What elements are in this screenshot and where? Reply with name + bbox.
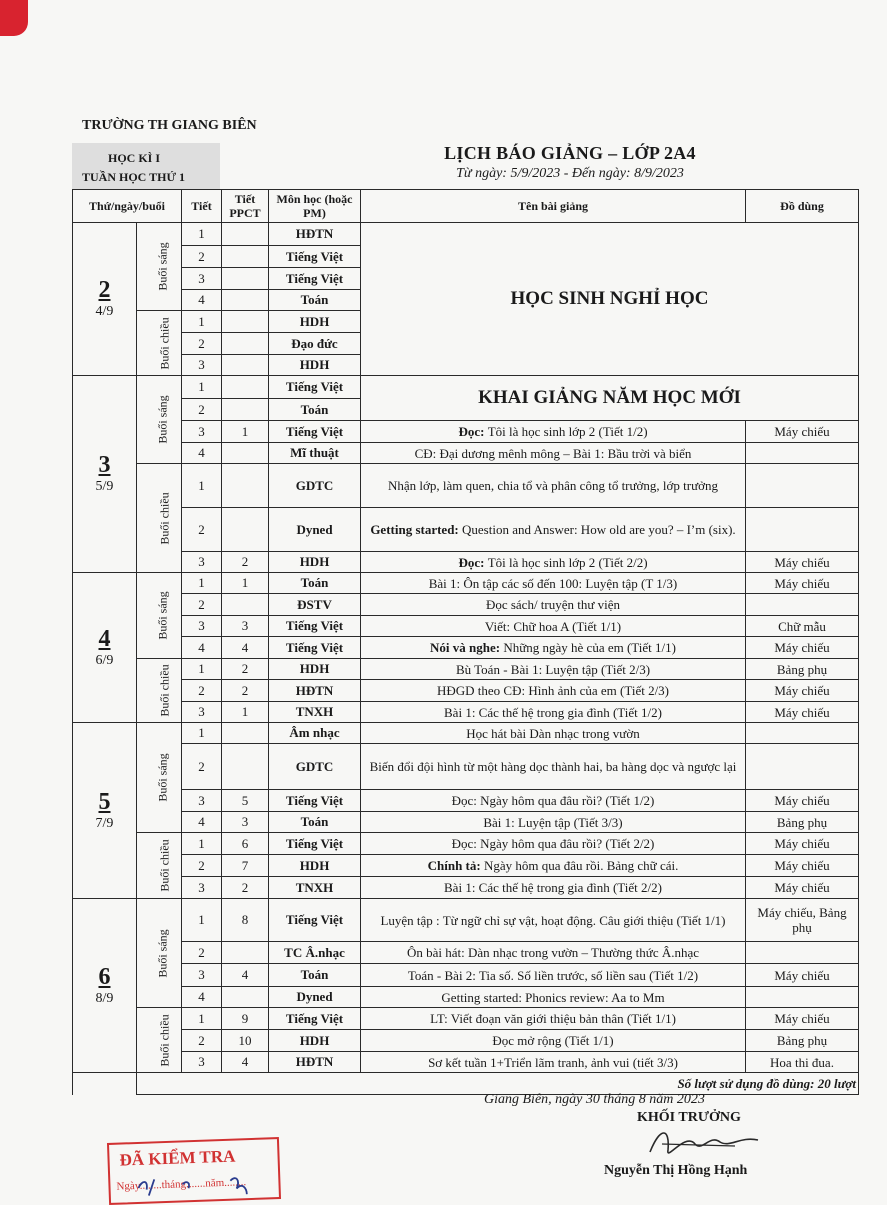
period-cell: 2 bbox=[182, 680, 222, 702]
lesson-cell bbox=[361, 812, 746, 833]
term-box bbox=[72, 143, 220, 189]
subject-cell: Dyned bbox=[269, 508, 361, 552]
lesson-cell bbox=[361, 680, 746, 702]
ppct-cell: 8 bbox=[222, 899, 269, 942]
session-label: Buổi chiều bbox=[157, 316, 172, 370]
lesson-cell bbox=[361, 616, 746, 637]
equipment-cell bbox=[746, 594, 859, 616]
equipment-cell bbox=[746, 987, 859, 1008]
period-cell: 2 bbox=[182, 246, 222, 268]
ppct-cell bbox=[222, 290, 269, 311]
stamp-title: ĐÃ KIỂM TRA bbox=[119, 1146, 236, 1170]
lesson-prefix: Đọc: bbox=[458, 554, 488, 570]
ppct-cell bbox=[222, 246, 269, 268]
header-day: Thứ/ngày/buổi bbox=[73, 190, 182, 223]
table-row bbox=[73, 942, 859, 964]
lesson-name: LT: Viết đoạn văn giới thiệu bản thân (Tiết 1/1) bbox=[430, 1011, 676, 1026]
equipment-cell: Máy chiếu bbox=[746, 790, 859, 812]
session-afternoon bbox=[137, 1008, 182, 1073]
equipment-cell: Bảng phụ bbox=[746, 1030, 859, 1052]
day-date: 6/9 bbox=[95, 652, 114, 668]
table-row bbox=[73, 744, 859, 790]
subject-cell: Tiếng Việt bbox=[269, 790, 361, 812]
period-cell: 4 bbox=[182, 443, 222, 464]
equipment-cell: Máy chiếu, Bảng phụ bbox=[746, 899, 859, 942]
lesson-name: Những ngày hè của em (Tiết 1/1) bbox=[503, 640, 676, 655]
table-row bbox=[73, 1008, 859, 1030]
day-number: 5 bbox=[98, 788, 111, 815]
equipment-cell: Máy chiếu bbox=[746, 680, 859, 702]
ppct-cell: 6 bbox=[222, 833, 269, 855]
lesson-cell bbox=[361, 1030, 746, 1052]
table-row bbox=[73, 573, 859, 594]
equipment-cell: Chữ mẫu bbox=[746, 616, 859, 637]
ppct-cell: 1 bbox=[222, 573, 269, 594]
session-label: Buổi chiều bbox=[157, 491, 172, 545]
ppct-cell bbox=[222, 355, 269, 376]
session-morning bbox=[137, 376, 182, 464]
table-row bbox=[73, 223, 859, 246]
ppct-cell: 9 bbox=[222, 1008, 269, 1030]
period-cell: 3 bbox=[182, 964, 222, 987]
lesson-cell bbox=[361, 508, 746, 552]
lesson-name: Viết: Chữ hoa A (Tiết 1/1) bbox=[484, 618, 622, 634]
lesson-cell bbox=[361, 942, 746, 964]
table-row bbox=[73, 508, 859, 552]
ppct-cell: 7 bbox=[222, 855, 269, 877]
day-cell bbox=[73, 573, 137, 723]
lesson-name: Question and Answer: How old are you? – I’m (six). bbox=[462, 522, 736, 537]
table-row bbox=[73, 877, 859, 899]
equipment-cell bbox=[746, 723, 859, 744]
equipment-cell: Bảng phụ bbox=[746, 659, 859, 680]
ppct-cell bbox=[222, 333, 269, 355]
lesson-cell bbox=[361, 1008, 746, 1030]
period-cell: 3 bbox=[182, 702, 222, 723]
subject-cell: Tiếng Việt bbox=[269, 268, 361, 290]
term-label: HỌC KÌ I bbox=[108, 151, 161, 165]
session-afternoon bbox=[137, 464, 182, 573]
session-label: Buổi chiều bbox=[157, 664, 172, 717]
lesson-name: Nhận lớp, làm quen, chia tổ và phân công tổ trưởng, lớp trưởng bbox=[387, 478, 719, 493]
equipment-cell bbox=[746, 464, 859, 508]
lesson-cell bbox=[361, 659, 746, 680]
day-cell bbox=[73, 223, 137, 376]
subject-cell: Toán bbox=[269, 399, 361, 421]
header-lesson: Tên bài giảng bbox=[361, 190, 746, 223]
lesson-cell bbox=[361, 594, 746, 616]
table-row bbox=[73, 552, 859, 573]
schedule-table bbox=[72, 189, 859, 1095]
subject-cell: Toán bbox=[269, 573, 361, 594]
table-row bbox=[73, 1052, 859, 1073]
lesson-name: Bài 1: Các thế hệ trong gia đình (Tiết 1/2) bbox=[444, 704, 662, 720]
subject-cell: Tiếng Việt bbox=[269, 616, 361, 637]
lesson-cell bbox=[361, 790, 746, 812]
sign-role: KHỐI TRƯỞNG bbox=[637, 1110, 741, 1125]
table-row bbox=[73, 680, 859, 702]
subject-cell: HDH bbox=[269, 855, 361, 877]
period-cell: 4 bbox=[182, 637, 222, 659]
subject-cell: Tiếng Việt bbox=[269, 1008, 361, 1030]
lesson-name: Đọc sách/ truyện thư viện bbox=[485, 597, 621, 612]
period-cell: 3 bbox=[182, 355, 222, 376]
subject-cell: Tiếng Việt bbox=[269, 833, 361, 855]
subject-cell: GDTC bbox=[269, 464, 361, 508]
ppct-cell bbox=[222, 942, 269, 964]
period-cell: 3 bbox=[182, 1052, 222, 1073]
day-date: 5/9 bbox=[95, 479, 114, 494]
ppct-cell: 4 bbox=[222, 1052, 269, 1073]
equipment-cell: Máy chiếu bbox=[746, 1008, 859, 1030]
lesson-name: Biến đổi đội hình từ một hàng dọc thành hai, ba hàng dọc và ngược lại bbox=[369, 759, 737, 774]
period-cell: 3 bbox=[182, 552, 222, 573]
subject-cell: Tiếng Việt bbox=[269, 421, 361, 443]
lesson-cell bbox=[361, 464, 746, 508]
checked-stamp bbox=[107, 1137, 281, 1205]
day-cell bbox=[73, 899, 137, 1073]
period-cell: 3 bbox=[182, 877, 222, 899]
notice-cell: HỌC SINH NGHỈ HỌC bbox=[361, 223, 859, 376]
session-morning bbox=[137, 899, 182, 1008]
equipment-cell: Máy chiếu bbox=[746, 702, 859, 723]
ppct-cell: 5 bbox=[222, 790, 269, 812]
table-row bbox=[73, 964, 859, 987]
subject-cell: HDH bbox=[269, 659, 361, 680]
subject-cell: Âm nhạc bbox=[269, 723, 361, 744]
subject-cell: TNXH bbox=[269, 877, 361, 899]
period-cell: 2 bbox=[182, 855, 222, 877]
session-morning bbox=[137, 223, 182, 311]
lesson-cell bbox=[361, 637, 746, 659]
period-cell: 1 bbox=[182, 376, 222, 399]
subject-cell: Tiếng Việt bbox=[269, 899, 361, 942]
lesson-name: Đọc: Ngày hôm qua đâu rồi? (Tiết 2/2) bbox=[451, 836, 655, 851]
period-cell: 4 bbox=[182, 812, 222, 833]
header-ppct: Tiết PPCT bbox=[222, 190, 269, 223]
lesson-cell bbox=[361, 443, 746, 464]
period-cell: 2 bbox=[182, 594, 222, 616]
lesson-cell bbox=[361, 964, 746, 987]
equipment-cell: Bảng phụ bbox=[746, 812, 859, 833]
subject-cell: HĐTN bbox=[269, 223, 361, 246]
ppct-cell bbox=[222, 268, 269, 290]
lesson-name: Luyện tập : Từ ngữ chỉ sự vật, hoạt động. Câu giới thiệu (Tiết 1/1) bbox=[380, 912, 726, 928]
period-cell: 1 bbox=[182, 1008, 222, 1030]
session-morning bbox=[137, 573, 182, 659]
lesson-prefix: Getting started: bbox=[370, 522, 463, 537]
day-cell bbox=[73, 376, 137, 573]
period-cell: 2 bbox=[182, 399, 222, 421]
lesson-name: Toán - Bài 2: Tia số. Số liền trước, số liền sau (Tiết 1/2) bbox=[407, 967, 699, 983]
day-date: 8/9 bbox=[95, 990, 114, 1006]
session-label: Buổi sáng bbox=[155, 591, 170, 640]
period-cell: 1 bbox=[182, 723, 222, 744]
lesson-name: Ngày hôm qua đâu rồi. Bảng chữ cái. bbox=[483, 858, 679, 873]
period-cell: 4 bbox=[182, 290, 222, 311]
equipment-cell: Hoa thi đua. bbox=[746, 1052, 859, 1073]
table-row bbox=[73, 659, 859, 680]
day-cell bbox=[73, 723, 137, 899]
day-date: 4/9 bbox=[95, 304, 114, 319]
stamp-date-line: Ngày........tháng.......năm........ bbox=[116, 1176, 247, 1193]
stamp-handwriting bbox=[110, 1165, 279, 1201]
day-number: 6 bbox=[98, 963, 111, 990]
session-afternoon bbox=[137, 659, 182, 723]
lesson-cell bbox=[361, 899, 746, 942]
period-cell: 3 bbox=[182, 268, 222, 290]
table-row bbox=[73, 833, 859, 855]
equipment-cell: Máy chiếu bbox=[746, 421, 859, 443]
ppct-cell: 3 bbox=[222, 812, 269, 833]
table-row bbox=[73, 1030, 859, 1052]
table-row bbox=[73, 790, 859, 812]
week-label: TUẦN HỌC THỨ 1 bbox=[82, 170, 186, 184]
total-usage: Số lượt sử dụng đồ dùng: 20 lượt bbox=[137, 1073, 859, 1095]
lesson-name: Ôn bài hát: Dàn nhạc trong vườn – Thường thức Â.nhạc bbox=[406, 945, 700, 960]
ppct-cell: 2 bbox=[222, 877, 269, 899]
lesson-cell bbox=[361, 723, 746, 744]
equipment-cell: Máy chiếu bbox=[746, 552, 859, 573]
day-number: 2 bbox=[98, 277, 111, 303]
table-row bbox=[73, 702, 859, 723]
subject-cell: Dyned bbox=[269, 987, 361, 1008]
header-subject: Môn học (hoặc PM) bbox=[269, 190, 361, 223]
day-number: 3 bbox=[98, 452, 111, 478]
equipment-cell: Máy chiếu bbox=[746, 637, 859, 659]
lesson-cell bbox=[361, 987, 746, 1008]
lesson-prefix: Nói và nghe: bbox=[430, 640, 504, 655]
period-cell: 1 bbox=[182, 833, 222, 855]
lesson-cell bbox=[361, 877, 746, 899]
subject-cell: Toán bbox=[269, 290, 361, 311]
period-cell: 1 bbox=[182, 223, 222, 246]
equipment-cell: Máy chiếu bbox=[746, 573, 859, 594]
subject-cell: HĐTN bbox=[269, 680, 361, 702]
subject-cell: HDH bbox=[269, 355, 361, 376]
lesson-name: Tôi là học sinh lớp 2 (Tiết 2/2) bbox=[487, 554, 648, 570]
header-equipment: Đồ dùng bbox=[746, 190, 859, 223]
session-label: Buổi sáng bbox=[155, 928, 170, 978]
lesson-name: HĐGD theo CĐ: Hình ảnh của em (Tiết 2/3) bbox=[436, 683, 670, 698]
ppct-cell: 3 bbox=[222, 616, 269, 637]
session-label: Buổi sáng bbox=[155, 242, 170, 291]
equipment-cell: Máy chiếu bbox=[746, 833, 859, 855]
ppct-cell: 4 bbox=[222, 964, 269, 987]
subject-cell: GDTC bbox=[269, 744, 361, 790]
equipment-cell bbox=[746, 744, 859, 790]
subject-cell: Tiếng Việt bbox=[269, 376, 361, 399]
pen-mark bbox=[0, 0, 28, 36]
subject-cell: TNXH bbox=[269, 702, 361, 723]
table-row bbox=[73, 723, 859, 744]
lesson-cell bbox=[361, 702, 746, 723]
lesson-cell bbox=[361, 1052, 746, 1073]
lesson-name: CĐ: Đại dương mênh mông – Bài 1: Bầu trời và biển bbox=[414, 445, 692, 461]
subject-cell: TC Â.nhạc bbox=[269, 942, 361, 964]
equipment-cell bbox=[746, 508, 859, 552]
subject-cell: HDH bbox=[269, 552, 361, 573]
ppct-cell bbox=[222, 744, 269, 790]
table-row bbox=[73, 376, 859, 399]
notice-cell: KHAI GIẢNG NĂM HỌC MỚI bbox=[361, 376, 859, 421]
period-cell: 1 bbox=[182, 659, 222, 680]
ppct-cell bbox=[222, 508, 269, 552]
lesson-name: Học hát bài Dàn nhạc trong vườn bbox=[466, 725, 640, 741]
lesson-name: Getting started: Phonics review: Aa to Mm bbox=[441, 989, 665, 1005]
session-afternoon bbox=[137, 311, 182, 376]
period-cell: 4 bbox=[182, 987, 222, 1008]
period-cell: 1 bbox=[182, 573, 222, 594]
equipment-cell bbox=[746, 443, 859, 464]
lesson-cell bbox=[361, 573, 746, 594]
subject-cell: ĐSTV bbox=[269, 594, 361, 616]
session-label: Buổi sáng bbox=[155, 753, 170, 802]
lesson-name: Sơ kết tuần 1+Triển lãm tranh, ảnh vui (tiết 3/3) bbox=[428, 1054, 678, 1070]
total-blank bbox=[73, 1073, 137, 1095]
session-morning bbox=[137, 723, 182, 833]
equipment-cell: Máy chiếu bbox=[746, 964, 859, 987]
subject-cell: Tiếng Việt bbox=[269, 637, 361, 659]
lesson-cell bbox=[361, 744, 746, 790]
sign-place-date: Giang Biên, ngày 30 tháng 8 năm 2023 bbox=[484, 1092, 705, 1107]
lesson-prefix: Chính tả: bbox=[427, 858, 484, 873]
period-cell: 2 bbox=[182, 333, 222, 355]
period-cell: 3 bbox=[182, 616, 222, 637]
table-row bbox=[73, 812, 859, 833]
lesson-cell bbox=[361, 421, 746, 443]
total-row bbox=[73, 1073, 859, 1095]
subject-cell: Đạo đức bbox=[269, 333, 361, 355]
ppct-cell: 2 bbox=[222, 659, 269, 680]
ppct-cell bbox=[222, 443, 269, 464]
ppct-cell: 2 bbox=[222, 552, 269, 573]
ppct-cell: 1 bbox=[222, 702, 269, 723]
table-row bbox=[73, 637, 859, 659]
header-period: Tiết bbox=[182, 190, 222, 223]
ppct-cell: 4 bbox=[222, 637, 269, 659]
school-name: TRƯỜNG TH GIANG BIÊN bbox=[82, 118, 257, 133]
ppct-cell bbox=[222, 311, 269, 333]
ppct-cell bbox=[222, 399, 269, 421]
period-cell: 2 bbox=[182, 1030, 222, 1052]
subject-cell: HDH bbox=[269, 311, 361, 333]
page-title: LỊCH BÁO GIẢNG – LỚP 2A4 bbox=[444, 143, 696, 163]
lesson-cell bbox=[361, 552, 746, 573]
period-cell: 2 bbox=[182, 744, 222, 790]
ppct-cell: 2 bbox=[222, 680, 269, 702]
ppct-cell bbox=[222, 723, 269, 744]
lesson-name: Đọc: Ngày hôm qua đâu rồi? (Tiết 1/2) bbox=[451, 793, 655, 808]
table-row bbox=[73, 464, 859, 508]
date-range: Từ ngày: 5/9/2023 - Đến ngày: 8/9/2023 bbox=[456, 166, 684, 181]
ppct-cell: 1 bbox=[222, 421, 269, 443]
lesson-name: Bài 1: Các thế hệ trong gia đình (Tiết 2/2) bbox=[444, 880, 662, 895]
table-row bbox=[73, 443, 859, 464]
lesson-cell bbox=[361, 833, 746, 855]
subject-cell: HDH bbox=[269, 1030, 361, 1052]
schedule-body bbox=[73, 223, 859, 1095]
session-label: Buổi chiều bbox=[157, 839, 172, 892]
day-date: 7/9 bbox=[95, 815, 114, 831]
session-label: Buổi chiều bbox=[157, 1013, 172, 1067]
subject-cell: Toán bbox=[269, 964, 361, 987]
ppct-cell bbox=[222, 464, 269, 508]
lesson-name: Đọc mở rộng (Tiết 1/1) bbox=[492, 1033, 614, 1048]
table-row bbox=[73, 594, 859, 616]
subject-cell: Mĩ thuật bbox=[269, 443, 361, 464]
subject-cell: HĐTN bbox=[269, 1052, 361, 1073]
lesson-name: Bài 1: Ôn tập các số đến 100: Luyện tập (T 1/3) bbox=[428, 575, 678, 591]
signer-name: Nguyễn Thị Hồng Hạnh bbox=[604, 1163, 748, 1178]
session-afternoon bbox=[137, 833, 182, 899]
day-number: 4 bbox=[98, 625, 111, 652]
equipment-cell: Máy chiếu bbox=[746, 877, 859, 899]
period-cell: 2 bbox=[182, 942, 222, 964]
ppct-cell bbox=[222, 987, 269, 1008]
equipment-cell bbox=[746, 942, 859, 964]
ppct-cell bbox=[222, 376, 269, 399]
ppct-cell: 10 bbox=[222, 1030, 269, 1052]
period-cell: 1 bbox=[182, 311, 222, 333]
ppct-cell bbox=[222, 594, 269, 616]
period-cell: 1 bbox=[182, 464, 222, 508]
signature-scribble bbox=[640, 1122, 770, 1164]
lesson-prefix: Đọc: bbox=[458, 424, 488, 439]
period-cell: 1 bbox=[182, 899, 222, 942]
lesson-name: Bài 1: Luyện tập (Tiết 3/3) bbox=[483, 814, 623, 830]
equipment-cell: Máy chiếu bbox=[746, 855, 859, 877]
lesson-cell bbox=[361, 855, 746, 877]
table-row bbox=[73, 421, 859, 443]
table-row bbox=[73, 899, 859, 942]
table-row bbox=[73, 855, 859, 877]
period-cell: 3 bbox=[182, 421, 222, 443]
period-cell: 3 bbox=[182, 790, 222, 812]
subject-cell: Toán bbox=[269, 812, 361, 833]
period-cell: 2 bbox=[182, 508, 222, 552]
table-row bbox=[73, 616, 859, 637]
session-label: Buổi sáng bbox=[155, 395, 170, 444]
ppct-cell bbox=[222, 223, 269, 246]
table-row bbox=[73, 987, 859, 1008]
lesson-name: Bù Toán - Bài 1: Luyện tập (Tiết 2/3) bbox=[455, 661, 651, 677]
subject-cell: Tiếng Việt bbox=[269, 246, 361, 268]
lesson-name: Tôi là học sinh lớp 2 (Tiết 1/2) bbox=[487, 424, 648, 439]
